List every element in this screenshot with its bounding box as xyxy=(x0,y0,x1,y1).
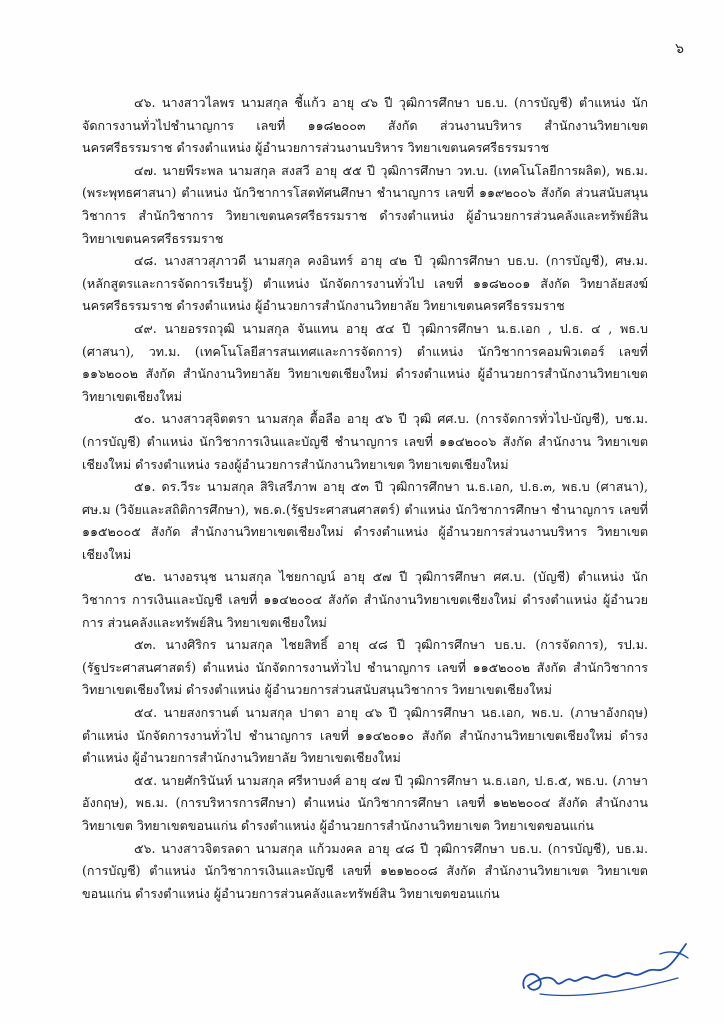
entry-number: ๕๕. xyxy=(134,772,158,788)
list-item xyxy=(82,250,648,318)
entry-number: ๕๐. xyxy=(134,411,156,427)
list-item xyxy=(82,92,648,160)
entry-number: ๕๒. xyxy=(134,569,156,585)
entry-text: ดร.วีระ นามสกุล สิริเสรีภาพ อายุ ๕๓ ปี วุฒิการศึกษา น.ธ.เอก, ป.ธ.๓, พธ.บ (ศาสนา), ศษ.ม (วิจัยและสถิติการศึกษา), พธ.ด.(รัฐประศาสนศาสตร์) ตำแหน่ง นักวิชาการศึกษา ชำนาญการ เลขที่ ๑๑๕๒๐๐๕ สังกัด สำนักงานวิทยาเขตเชียงใหม่ ดำรงตำแหน่ง ผู้อำนวยการส่วนงานบริหาร วิทยาเขตเชียงใหม่ xyxy=(82,479,648,562)
list-item xyxy=(82,160,648,250)
entry-text: นายสงกรานต์ นามสกุล ปาตา อายุ ๔๖ ปี วุฒิการศึกษา นธ.เอก, พธ.บ. (ภาษาอังกฤษ) ตำแหน่ง นักจัดการงานทั่วไป ชำนาญการ เลขที่ ๑๑๔๒๐๑๐ สังกัด สำนักงานวิทยาเขตเชียงใหม่ ดำรงตำแหน่ง ผู้อำนวยการสำนักงานวิทยาลัย วิทยาเขตเชียงใหม่ xyxy=(82,705,648,766)
list-item xyxy=(82,476,648,566)
entry-number: ๕๖. xyxy=(134,840,156,856)
entry-text: นางสาวจิตรลดา นามสกุล แก้วมงคล อายุ ๔๘ ปี วุฒิการศึกษา บธ.บ. (การบัญชี), บธ.ม. (การบัญชี) ตำแหน่ง นักวิชาการเงินและบัญชี เลขที่ ๑๒๑๒๐๐๘ สังกัด สำนักงานวิทยาเขต วิทยาเขตขอนแก่น ดำรงตำแหน่ง ผู้อำนวยการส่วนคลังและทรัพย์สิน วิทยาเขตขอนแก่น xyxy=(82,840,648,901)
list-item xyxy=(82,702,648,770)
page-number: ๖ xyxy=(675,41,684,57)
entry-text: นายอรรถวุฒิ นามสกุล จันแทน อายุ ๕๔ ปี วุฒิการศึกษา น.ธ.เอก , ป.ธ. ๔ , พธ.บ (ศาสนา), วท.ม. (เทคโนโลยีสารสนเทศและการจัดการ) ตำแหน่ง นักวิชาการคอมพิวเตอร์ เลขที่ ๑๑๖๒๐๐๒ สังกัด สำนักงานวิทยาลัย วิทยาเขตเชียงใหม่ ดำรงตำแหน่ง ผู้อำนวยการสำนักงานวิทยาเขต วิทยาเขตเชียงใหม่ xyxy=(82,320,648,404)
list-item xyxy=(82,634,648,702)
entry-number: ๕๔. xyxy=(134,705,158,721)
entry-number: ๔๗. xyxy=(134,162,158,178)
signature xyxy=(510,928,700,1008)
entry-text: นางอรนุช นามสกุล ไชยกาญน์ อายุ ๕๗ ปี วุฒิการศึกษา ศศ.บ. (บัญชี) ตำแหน่ง นักวิชาการ การเงินและบัญชี เลขที่ ๑๑๔๒๐๐๔ สังกัด สำนักงานวิทยาเขตเชียงใหม่ ดำรงตำแหน่ง ผู้อำนวยการ ส่วนคลังและทรัพย์สิน วิทยาเขตเชียงใหม่ xyxy=(82,569,648,630)
entry-number: ๔๖. xyxy=(134,95,156,110)
list-item xyxy=(82,770,648,838)
entry-text: นางศิริกร นามสกุล ไชยสิทธิ์ อายุ ๔๘ ปี วุฒิการศึกษา บธ.บ. (การจัดการ), รป.ม. (รัฐประศาสนศาสตร์) ตำแหน่ง นักจัดการงานทั่วไป ชำนาญการ เลขที่ ๑๑๕๒๐๐๒ สังกัด สำนักวิชาการ วิทยาเขตเชียงใหม่ ดำรงตำแหน่ง ผู้อำนวยการส่วนสนับสนุนวิชาการ วิทยาเขตเชียงใหม่ xyxy=(82,637,648,698)
entry-text: นายพีระพล นามสกุล สงสวี อายุ ๕๕ ปี วุฒิการศึกษา วท.บ. (เทคโนโลยีการผลิต), พธ.ม. (พระพุทธศาสนา) ตำแหน่ง นักวิชาการโสตทัศนศึกษา ชำนาญการ เลขที่ ๑๑๙๒๐๐๖ สังกัด ส่วนสนับสนุน วิชาการ สำนักวิชาการ วิทยาเขตนครศรีธรรมราช ดำรงตำแหน่ง ผู้อำนวยการส่วนคลังและทรัพย์สิน วิทยาเขตนครศรีธรรมราช xyxy=(82,162,648,246)
list-item xyxy=(82,566,648,634)
list-item xyxy=(82,318,648,408)
entry-text: นางสาวไลพร นามสกุล ชี้แก้ว อายุ ๔๖ ปี วุฒิการศึกษา บธ.บ. (การบัญชี) ตำแหน่ง นักจัดการงานทั่วไปชำนาญการ เลขที่ ๑๑๘๒๐๐๓ สังกัด ส่วนงานบริหาร สำนักงานวิทยาเขต นครศรีธรรมราช ดำรงตำแหน่ง ผู้อำนวยการส่วนงานบริหาร วิทยาเขตนครศรีธรรมราช xyxy=(82,95,648,156)
entry-number: ๔๙. xyxy=(134,320,157,336)
list-item xyxy=(82,408,648,476)
entry-text: นางสาวสุภาวดี นามสกุล คงอินทร์ อายุ ๔๒ ปี วุฒิการศึกษา บธ.บ. (การบัญชี), ศษ.ม. (หลักสูตรและการจัดการเรียนรู้) ตำแหน่ง นักจัดการงานทั่วไป เลขที่ ๑๑๘๒๐๐๑ สังกัด วิทยาลัยสงฆ์ นครศรีธรรมราช ดำรงตำแหน่ง ผู้อำนวยการสำนักงานวิทยาลัย วิทยาเขตนครศรีธรรมราช xyxy=(82,253,648,314)
entry-number: ๔๘. xyxy=(134,253,158,269)
list-item xyxy=(82,838,648,906)
entry-number: ๕๓. xyxy=(134,637,157,653)
entry-text: นายศักรินันท์ นามสกุล ศรีหาบงศ์ อายุ ๔๗ ปี วุฒิการศึกษา น.ธ.เอก, ป.ธ.๕, พธ.บ. (ภาษาอังกฤษ), พธ.ม. (การบริหารการศึกษา) ตำแหน่ง นักวิชาการศึกษา เลขที่ ๑๒๒๒๐๐๔ สังกัด สำนักงานวิทยาเขต วิทยาเขตขอนแก่น ดำรงตำแหน่ง ผู้อำนวยการสำนักงานวิทยาเขต วิทยาเขตขอนแก่น xyxy=(82,772,648,833)
entry-list xyxy=(82,92,648,905)
entry-text: นางสาวสุจิตตรา นามสกุล ตื้อลือ อายุ ๕๖ ปี วุฒิ ศศ.บ. (การจัดการทั่วไป-บัญชี), บช.ม. (การบัญชี) ตำแหน่ง นักวิชาการเงินและบัญชี ชำนาญการ เลขที่ ๑๑๔๒๐๐๖ สังกัด สำนักงาน วิทยาเขตเชียงใหม่ ดำรงตำแหน่ง รองผู้อำนวยการสำนักงานวิทยาเขต วิทยาเขตเชียงใหม่ xyxy=(82,411,648,472)
entry-number: ๕๑. xyxy=(134,479,156,495)
